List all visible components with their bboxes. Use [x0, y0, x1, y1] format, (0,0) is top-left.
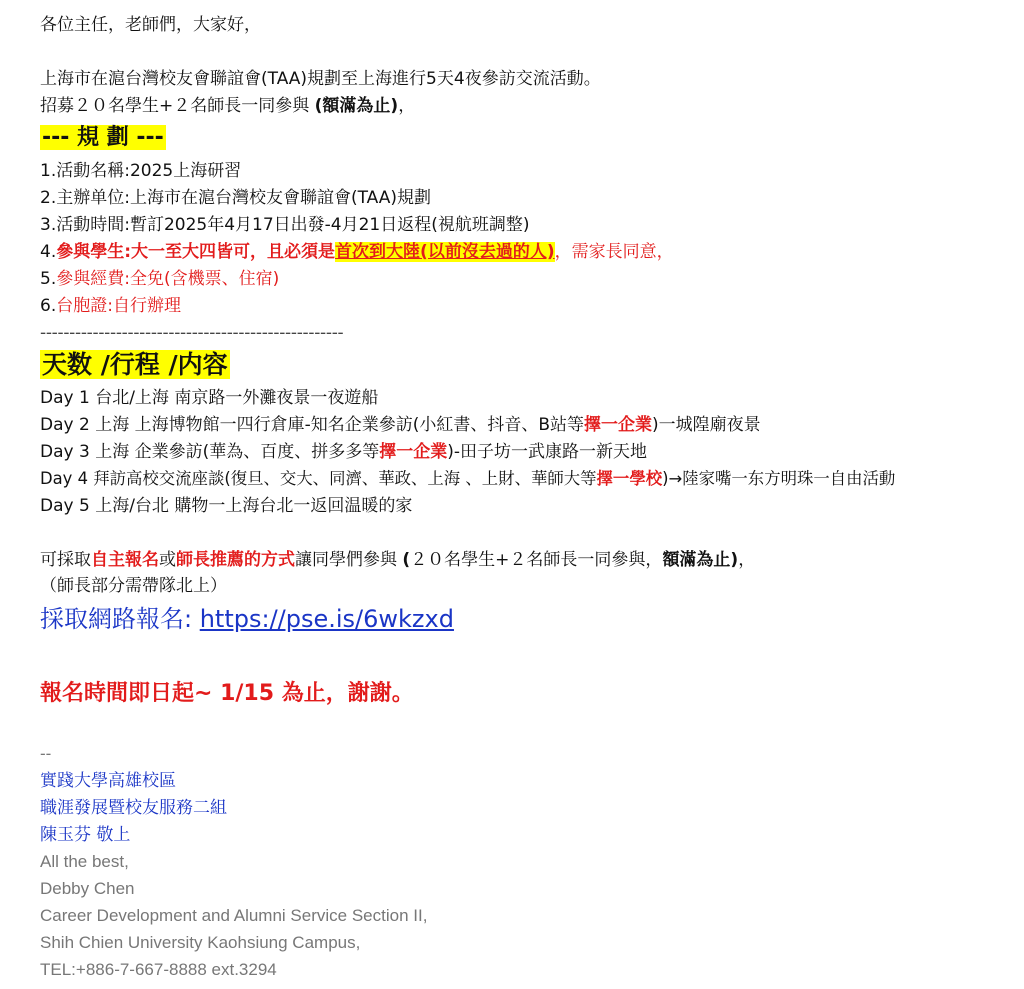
plan-item-4-suffix: ，需家長同意，	[554, 242, 674, 262]
itinerary-day-2	[40, 412, 761, 438]
intro-full-note: (額滿為止)	[314, 96, 399, 116]
plan-item-6-num: 6.	[40, 296, 57, 316]
deadline-notice: 報名時間即日起~ 1/15 為止，謝謝。	[40, 681, 414, 706]
plan-item-4-highlight: 首次到大陸(以前沒去過的人)	[335, 242, 555, 262]
itinerary-day-4	[40, 466, 895, 492]
day-3-choice: 擇一企業	[379, 442, 448, 462]
recruit-p4: ２０名學生+２名師長一同參與，	[410, 550, 663, 570]
day-2-text: Day 2 上海 上海博物館一四行倉庫-知名企業參訪(小紅書、抖音、B站等	[40, 415, 585, 435]
divider-line: ----------------------------------------------------	[40, 323, 344, 343]
recruit-p2: 或	[159, 550, 176, 570]
plan-heading-row	[40, 123, 166, 153]
signature-tel: TEL:+886-7-667-8888 ext.3294	[40, 960, 277, 979]
plan-item-5-text: 參與經費:全免(含機票、住宿)	[56, 269, 280, 289]
signature-org-2: 職涯發展暨校友服務二組	[40, 798, 227, 818]
day-4-suffix: )→陸家嘴一东方明珠一自由活動	[662, 469, 896, 488]
signature-en-1: All the best,	[40, 852, 129, 871]
online-signup-label: 採取網路報名:	[40, 605, 200, 633]
day-2-choice: 擇一企業	[584, 415, 653, 435]
itinerary-heading: 天数 /行程 /内容	[42, 350, 228, 379]
day-4-choice: 擇一學校	[596, 469, 663, 488]
signature-en-2: Debby Chen	[40, 879, 135, 898]
recruit-self-signup: 自主報名	[91, 550, 159, 570]
signature-en-4: Shih Chien University Kaohsiung Campus,	[40, 933, 361, 952]
recruit-line	[40, 547, 755, 573]
plan-heading: --- 規 劃 ---	[42, 125, 164, 150]
signature-en-3: Career Development and Alumni Service Section II,	[40, 906, 428, 925]
plan-item-6-text: 台胞證:自行辦理	[56, 296, 181, 316]
signature-name: 陳玉芬 敬上	[40, 825, 131, 845]
intro-line-2-prefix: 招募２０名學生+２名師長一同參與	[40, 96, 315, 116]
online-signup	[40, 602, 454, 636]
plan-item-6	[40, 293, 181, 319]
recruit-p1: 可採取	[40, 550, 91, 570]
recruit-p5: ，	[738, 550, 756, 570]
intro-line-1: 上海市在滬台灣校友會聯誼會(TAA)規劃至上海進行5天4夜參訪交流活動。	[40, 69, 601, 89]
plan-item-2: 2.主辦单位:上海市在滬台灣校友會聯誼會(TAA)規劃	[40, 188, 432, 208]
day-3-suffix: )-田子坊一武康路一新天地	[447, 442, 648, 462]
plan-item-4	[40, 239, 674, 265]
plan-item-3: 3.活動時間:暫訂2025年4月17日出發-4月21日返程(視航班調整)	[40, 215, 530, 235]
recruit-paren: (	[402, 550, 411, 570]
day-2-suffix: )一城隍廟夜景	[652, 415, 761, 435]
intro-line-2	[40, 93, 415, 119]
itinerary-day-3	[40, 439, 647, 465]
recruit-teacher-recommend: 師長推薦的方式	[176, 550, 295, 570]
signup-link[interactable]: https://pse.is/6wkzxd	[199, 605, 454, 633]
recruit-p3: 讓同學們參與	[295, 550, 403, 570]
plan-item-1: 1.活動名稱:2025上海研習	[40, 161, 242, 181]
intro-line-2-suffix: ，	[398, 96, 416, 116]
plan-item-5	[40, 266, 279, 292]
day-3-text: Day 3 上海 企業參訪(華為、百度、拼多多等	[40, 442, 380, 462]
greeting: 各位主任，老師們，大家好，	[40, 15, 261, 35]
signature-separator: --	[40, 744, 52, 763]
itinerary-heading-row	[40, 349, 230, 381]
signature-org-1: 實踐大學高雄校區	[40, 771, 176, 791]
plan-item-5-num: 5.	[40, 269, 57, 289]
itinerary-day-5: Day 5 上海/台北 購物一上海台北一返回温暖的家	[40, 496, 413, 516]
plan-item-4-text: 參與學生:大一至大四皆可，且必須是	[56, 242, 336, 262]
day-4-text: Day 4 拜訪高校交流座談(復旦、交大、同濟、華政、上海 、上財、華師大等	[40, 469, 597, 488]
recruit-full-note: 額滿為止)	[662, 550, 739, 570]
itinerary-day-1: Day 1 台北/上海 南京路一外灘夜景一夜遊船	[40, 388, 379, 408]
plan-item-4-num: 4.	[40, 242, 57, 262]
recruit-note: （師長部分需帶隊北上）	[40, 576, 227, 596]
